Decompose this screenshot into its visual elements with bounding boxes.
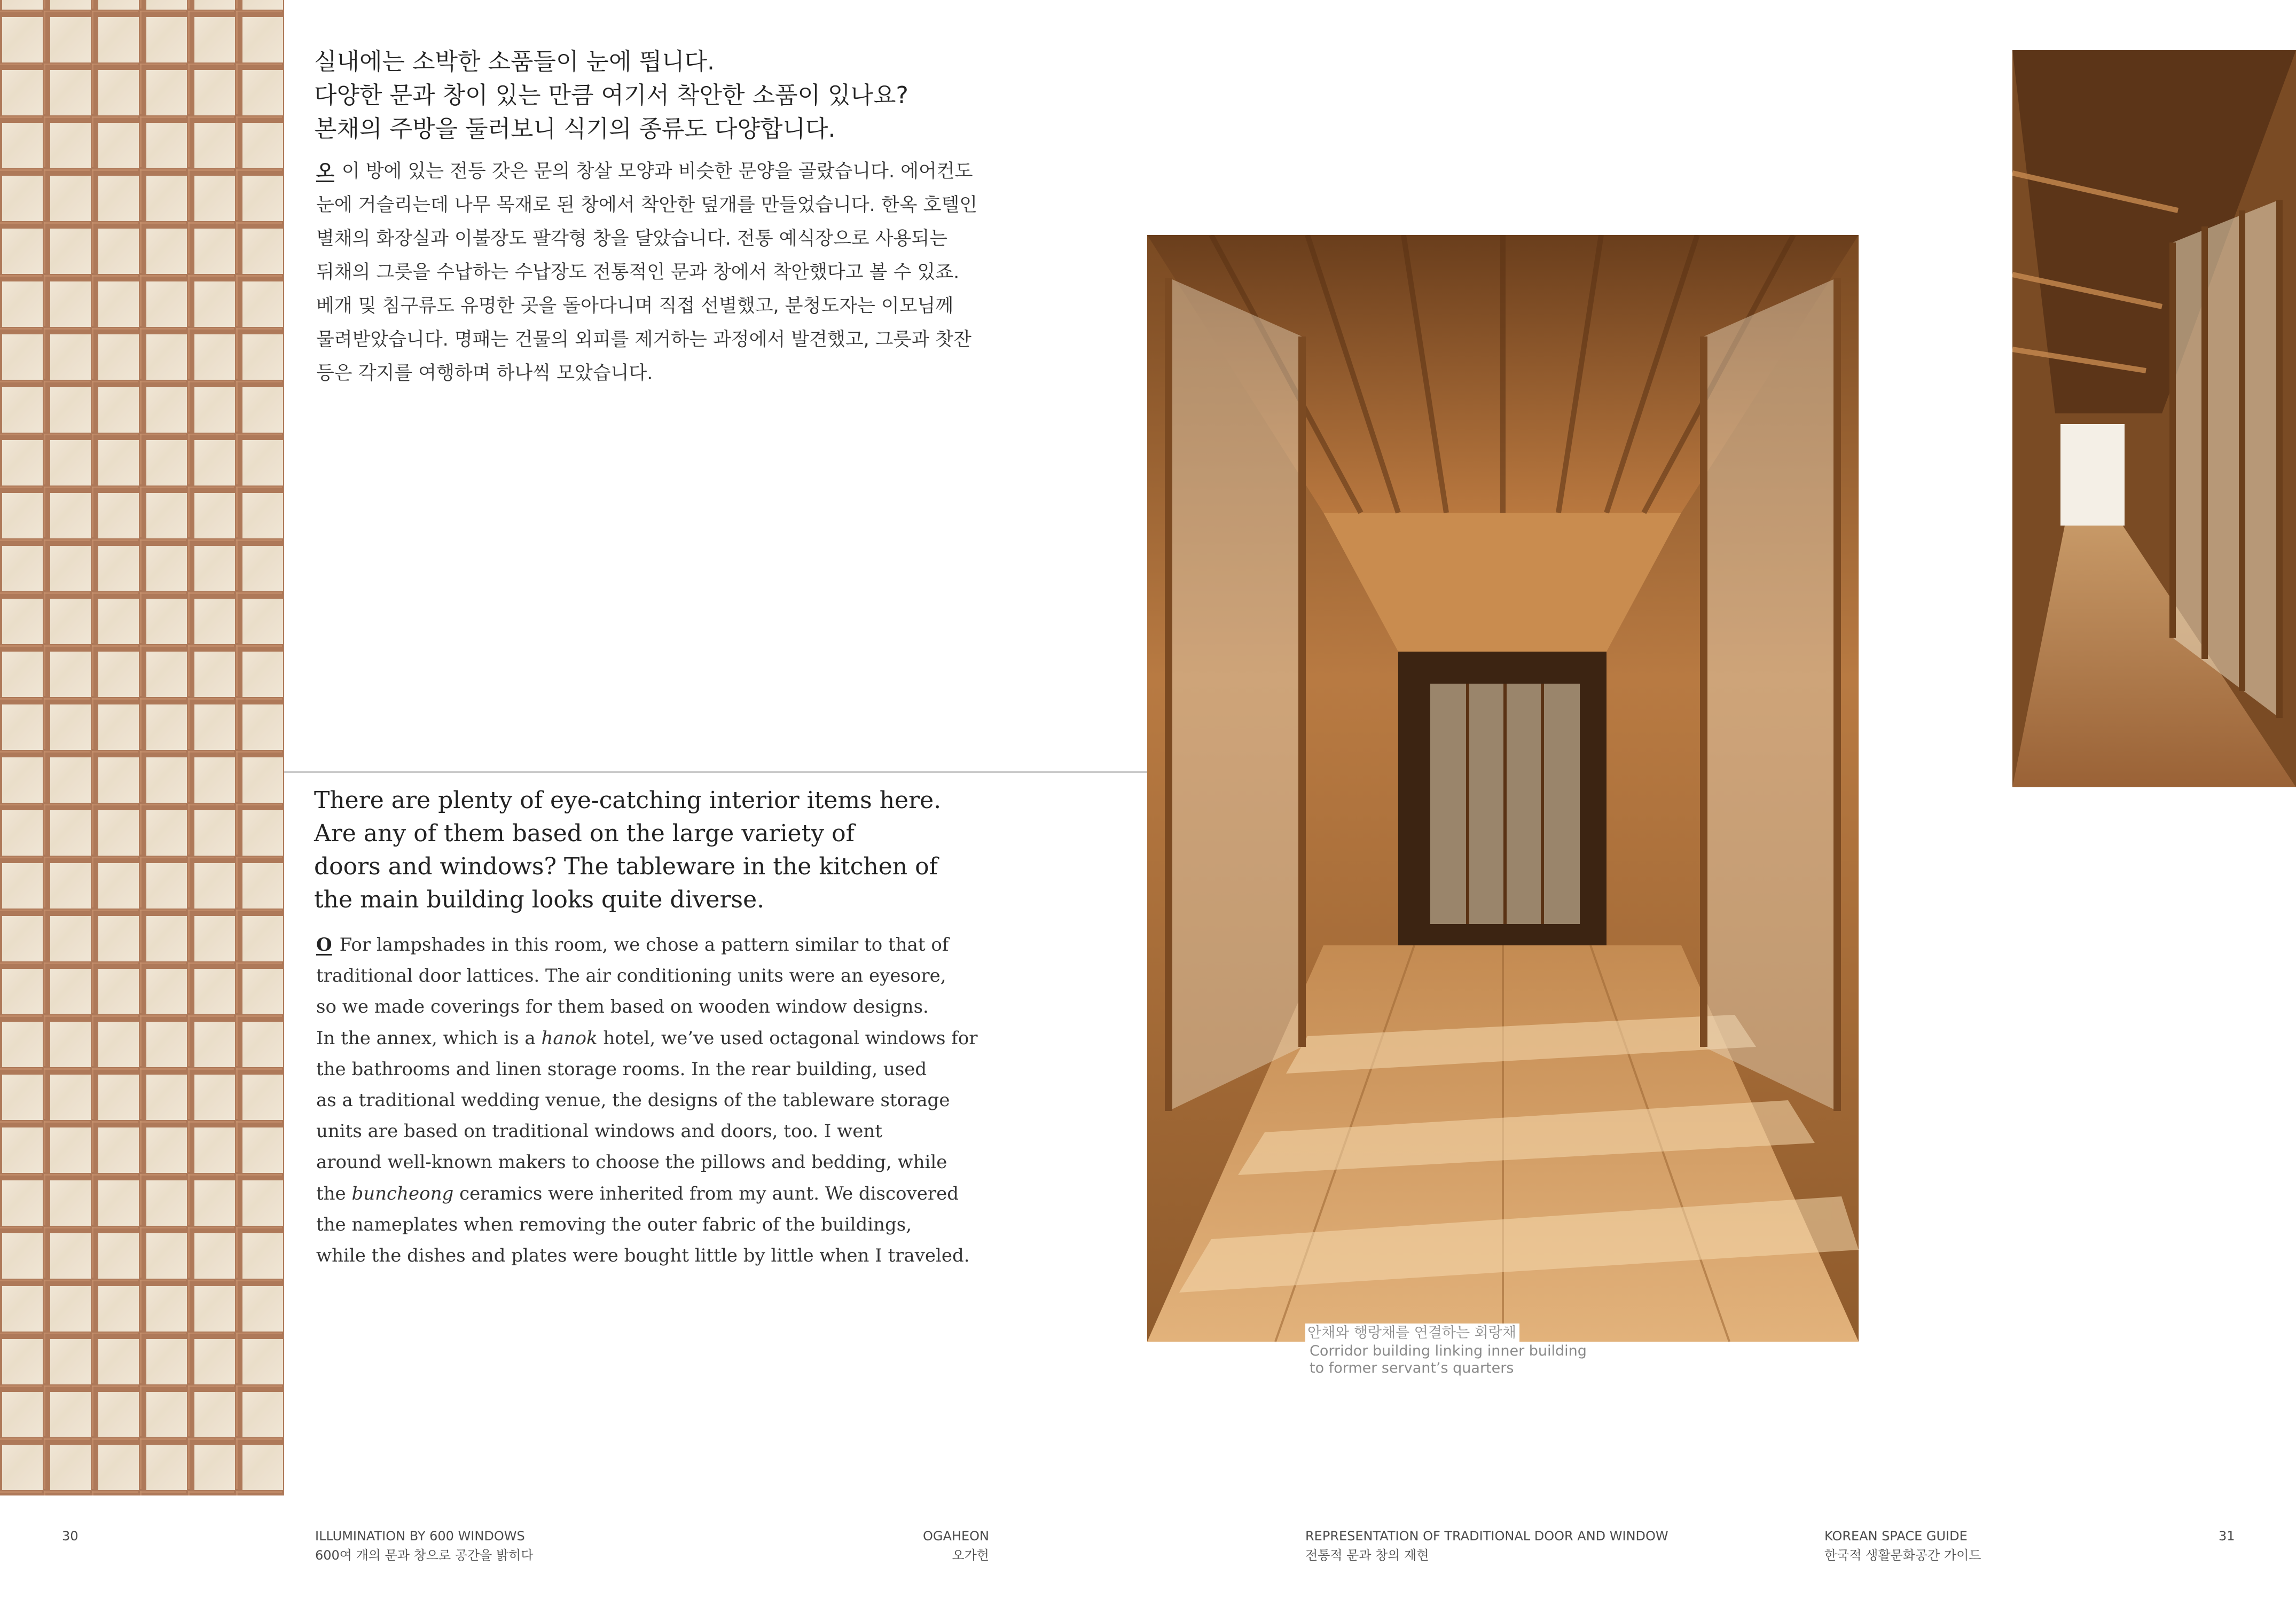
english-body-text: hotel, we’ve used octagonal windows for <box>597 1027 978 1049</box>
english-body-emphasis: buncheong <box>351 1183 454 1204</box>
korean-body-line: 등은 각지를 여행하며 하나씩 모았습니다. <box>316 363 653 384</box>
english-body-text: In the annex, which is a <box>316 1027 542 1049</box>
footer-place-korean: 오가헌 <box>952 1548 989 1563</box>
english-body-line: traditional door lattices. The air conditioning units were an eyesore, <box>316 965 946 987</box>
korean-lead-line: 실내에는 소박한 소품들이 눈에 띕니다. <box>314 48 715 75</box>
english-body-line: the nameplates when removing the outer fabric of the buildings, <box>316 1213 912 1235</box>
korean-lead-line: 다양한 문과 창이 있는 만큼 여기서 착안한 소품이 있나요? <box>314 82 908 109</box>
english-body-text: ceramics were inherited from my aunt. We discovered <box>453 1183 959 1204</box>
korean-body-line: 베개 및 침구류도 유명한 곳을 돌아다니며 직접 선별했고, 분청도자는 이모님께 <box>316 295 954 317</box>
footer-place-english: OGAHEON <box>923 1529 989 1544</box>
footer-section-english: ILLUMINATION BY 600 WINDOWS <box>315 1529 525 1544</box>
english-lead-question <box>314 784 1008 917</box>
english-answer-body <box>316 929 1010 1271</box>
korean-lead-question <box>314 45 1062 146</box>
english-lead-line: the main building looks quite diverse. <box>314 886 765 913</box>
caption-english-line: to former servant’s quarters <box>1310 1360 1514 1376</box>
caption-english-line: Corridor building linking inner building <box>1310 1343 1587 1359</box>
english-body-line: while the dishes and plates were bought little by little when I traveled. <box>316 1245 970 1267</box>
footer-guide-korean: 한국적 생활문화공간 가이드 <box>1824 1548 1981 1563</box>
korean-lead-line: 본채의 주방을 둘러보니 식기의 종류도 다양합니다. <box>314 115 836 143</box>
footer-guide-english: KOREAN SPACE GUIDE <box>1824 1529 1968 1544</box>
footer-section-korean: 600여 개의 문과 창으로 공간을 밝히다 <box>315 1548 534 1563</box>
footer-section-title <box>315 1526 534 1565</box>
korean-answer-marker: 오 <box>316 161 334 182</box>
english-answer-marker: O <box>316 934 332 956</box>
english-body-line: around well-known makers to choose the pillows and bedding, while <box>316 1152 947 1173</box>
korean-body-line: 뒤채의 그릇을 수납하는 수납장도 전통적인 문과 창에서 착안했다고 볼 수 있죠. <box>316 262 960 283</box>
korean-body-line: 별채의 화장실과 이불장도 팔각형 창을 달았습니다. 전통 예식장으로 사용되는 <box>316 228 948 249</box>
footer-place <box>844 1526 989 1565</box>
caption-korean: 안채와 행랑채를 연결하는 회랑채 <box>1305 1324 1519 1343</box>
page-number-left: 30 <box>62 1529 79 1544</box>
corridor-photo <box>1147 235 1859 1342</box>
lattice-window-photo <box>0 0 284 1495</box>
english-lead-line: Are any of them based on the large variety of <box>314 820 855 847</box>
photo-caption <box>1305 1324 1626 1377</box>
korean-body-line: 이 방에 있는 전등 갓은 문의 창살 모양과 비슷한 문양을 골랐습니다. 에어컨도 <box>341 161 973 182</box>
page-number-right: 31 <box>2219 1529 2235 1544</box>
english-body-line: as a traditional wedding venue, the designs of the tableware storage <box>316 1090 950 1111</box>
korean-answer-body <box>316 155 1016 390</box>
veranda-photo <box>2012 50 2296 787</box>
english-body-line: units are based on traditional windows and doors, too. I went <box>316 1121 882 1142</box>
english-lead-line: doors and windows? The tableware in the kitchen of <box>314 853 938 880</box>
footer-topic-korean: 전통적 문과 창의 재현 <box>1305 1548 1429 1563</box>
korean-body-line: 눈에 거슬리는데 나무 목재로 된 창에서 착안한 덮개를 만들었습니다. 한옥 호텔인 <box>316 194 978 216</box>
footer-topic-english: REPRESENTATION OF TRADITIONAL DOOR AND WINDOW <box>1305 1529 1668 1544</box>
korean-body-line: 물려받았습니다. 명패는 건물의 외피를 제거하는 과정에서 발견했고, 그릇과 찻잔 <box>316 329 971 350</box>
footer-guide <box>1824 1526 1981 1565</box>
section-divider <box>284 771 1147 773</box>
english-lead-line: There are plenty of eye-catching interior items here. <box>314 787 942 814</box>
english-body-emphasis: hanok <box>541 1027 598 1049</box>
english-body-line: so we made coverings for them based on wooden window designs. <box>316 996 929 1018</box>
english-body-text: the <box>316 1183 352 1204</box>
footer-topic <box>1305 1526 1668 1565</box>
english-body-line: the bathrooms and linen storage rooms. In the rear building, used <box>316 1058 927 1080</box>
english-body-line: For lampshades in this room, we chose a pattern similar to that of <box>339 934 949 956</box>
